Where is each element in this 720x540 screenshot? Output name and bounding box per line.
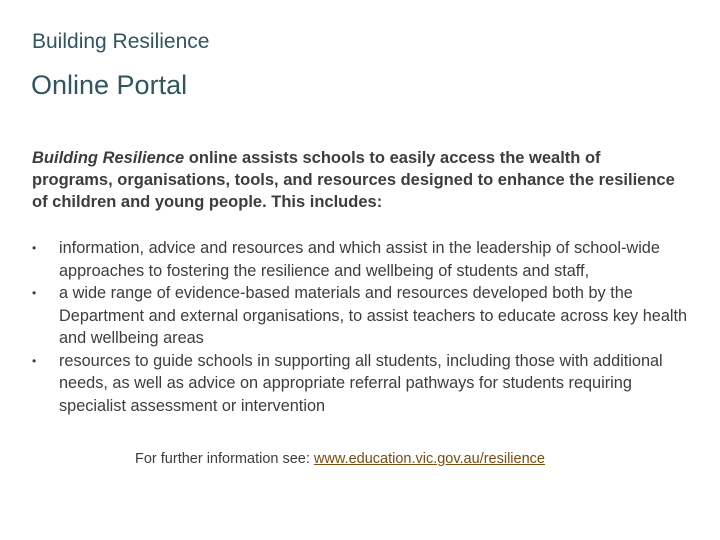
bullet-marker-icon: • xyxy=(32,286,37,300)
intro-paragraph xyxy=(32,147,682,213)
bullet-text: a wide range of evidence-based materials and resources developed both by the Department and external organisations, to assist teachers to educate across key health and wellbeing areas xyxy=(59,284,688,347)
bullet-text: information, advice and resources and which assist in the leadership of school-wide approaches to fostering the resilience and wellbeing of students and staff, xyxy=(59,239,660,280)
bullet-text: resources to guide schools in supporting all students, including those with additional needs, as well as advice on appropriate referral pathways for students requiring specialist assessment or intervention xyxy=(59,351,663,415)
slide-title: Online Portal xyxy=(31,70,188,100)
bullet-item xyxy=(32,282,702,350)
intro-text: online assists schools to easily access the wealth of programs, organisations, tools, and resources designed to enhance the resilience of children and young people. This includes: xyxy=(32,149,675,211)
bullet-item xyxy=(32,350,702,418)
intro-italic-lead: Building Resilience xyxy=(32,149,185,167)
bullet-marker-icon: • xyxy=(32,353,37,368)
footer-prefix: For further information see: xyxy=(135,451,314,467)
resilience-link[interactable]: www.education.vic.gov.au/resilience xyxy=(313,451,545,467)
bullet-marker-icon: • xyxy=(32,241,37,255)
bullet-item xyxy=(32,237,702,282)
footer-info xyxy=(135,450,545,468)
slide-subtitle: Building Resilience xyxy=(32,30,210,53)
bullet-list xyxy=(32,237,702,417)
